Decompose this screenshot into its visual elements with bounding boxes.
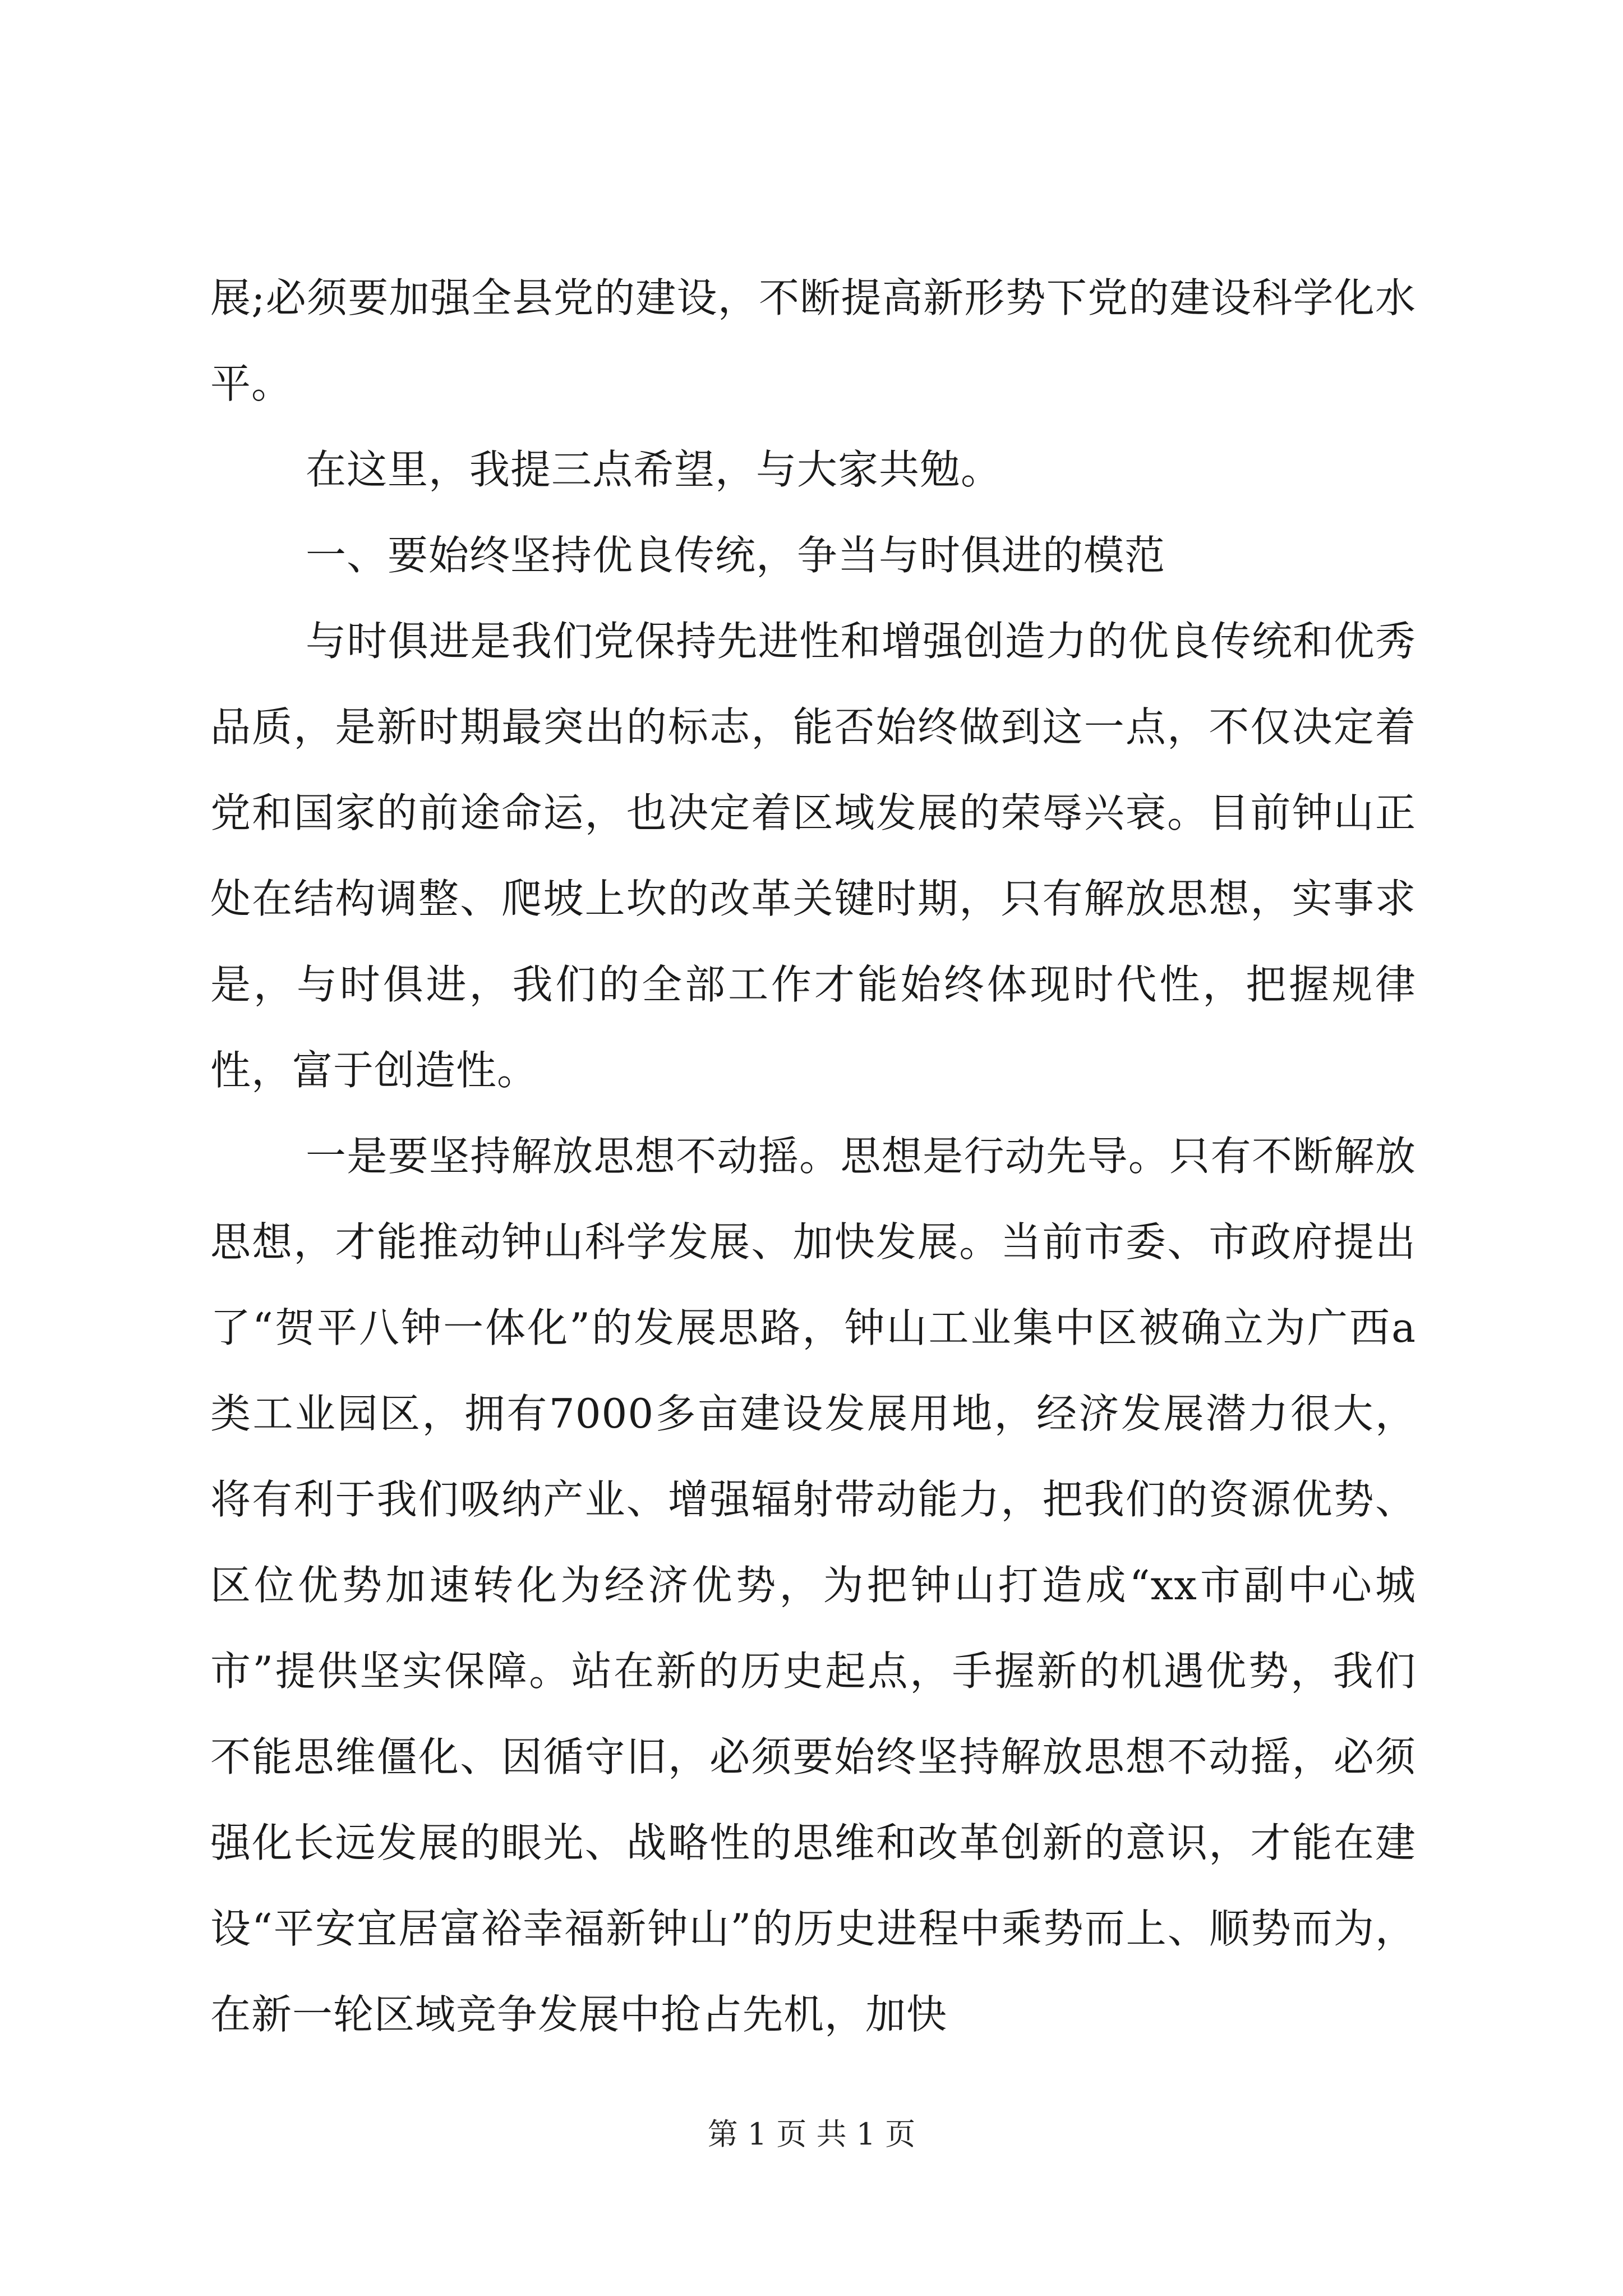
- paragraph-4: 一是要坚持解放思想不动摇。思想是行动先导。只有不断解放思想，才能推动钟山科学发展、加快发展。当前市委、市政府提出了“贺平八钟一体化”的发展思路，钟山工业集中区被确立为广西a类工业园区，拥有7000多亩建设发展用地，经济发展潜力很大，将有利于我们吸纳产业、增强辐射带动能力，把我们的资源优势、区位优势加速转化为经济优势，为把钟山打造成“xx市副中心城市”提供坚实保障。站在新的历史起点，手握新的机遇优势，我们不能思维僵化、因循守旧，必须要始终坚持解放思想不动摇，必须强化长远发展的眼光、战略性的思维和改革创新的意识，才能在建设“平安宜居富裕幸福新钟山”的历史进程中乘势而上、顺势而为，在新一轮区域竞争发展中抢占先机，加快: [210, 1133, 1416, 2038]
- document-body: [210, 255, 1416, 2058]
- paragraph-3: 与时俱进是我们党保持先进性和增强创造力的优良传统和优秀品质，是新时期最突出的标志，能否始终做到这一点，不仅决定着党和国家的前途命运，也决定着区域发展的荣辱兴衰。目前钟山正处在结构调整、爬坡上坎的改革关键时期，只有解放思想，实事求是，与时俱进，我们的全部工作才能始终体现时代性，把握规律性，富于创造性。: [210, 618, 1416, 1094]
- page-footer: 第 1 页 共 1 页: [707, 2116, 916, 2152]
- paragraph-2: 在这里，我提三点希望，与大家共勉。: [306, 446, 1002, 493]
- section-heading: 一、要始终坚持优良传统，争当与时俱进的模范: [306, 532, 1166, 579]
- paragraph-1: 展;必须要加强全县党的建设，不断提高新形势下党的建设科学化水平。: [210, 274, 1416, 407]
